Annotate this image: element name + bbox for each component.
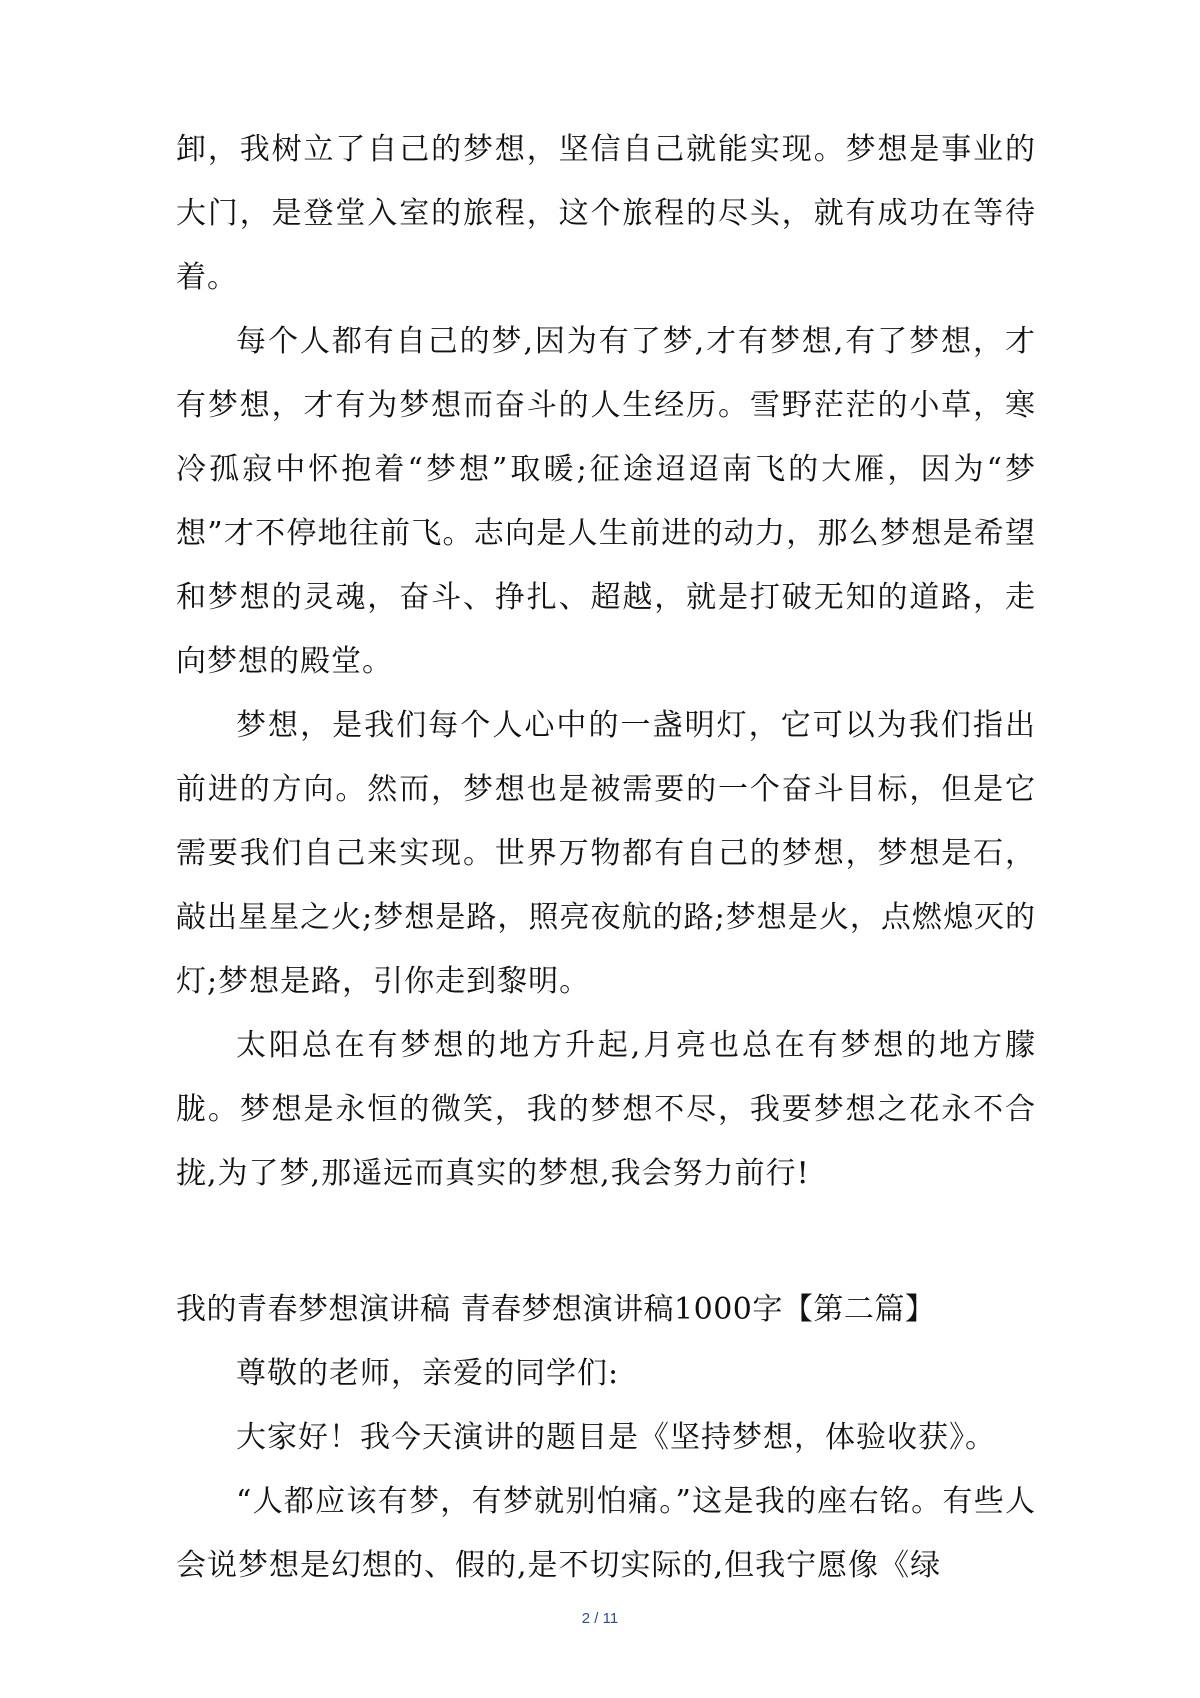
page-number: 2 / 11 <box>581 1610 619 1627</box>
document-body <box>176 118 1036 1598</box>
greeting: 大家好！我今天演讲的题目是《坚持梦想，体验收获》。 <box>236 1420 996 1455</box>
paragraph-2: 每个人都有自己的梦,因为有了梦,才有梦想,有了梦想，才有梦想，才有为梦想而奋斗的人生经历。雪野茫茫的小草，寒冷孤寂中怀抱着“梦想”取暖;征途迢迢南飞的大雁，因为“梦想”才不停地往前飞。志向是人生前进的动力，那么梦想是希望和梦想的灵魂，奋斗、挣扎、超越，就是打破无知的道路，走向梦想的殿堂。 <box>176 324 1036 679</box>
paragraph-3: 梦想，是我们每个人心中的一盏明灯，它可以为我们指出前进的方向。然而，梦想也是被需要的一个奋斗目标，但是它需要我们自己来实现。世界万物都有自己的梦想，梦想是石，敲出星星之火;梦想是路，照亮夜航的路;梦想是火，点燃熄灭的灯;梦想是路，引你走到黎明。 <box>176 708 1036 999</box>
paragraph-5: “人都应该有梦，有梦就别怕痛。”这是我的座右铭。有些人会说梦想是幻想的、假的,是不切实际的,但我宁愿像《绿 <box>176 1484 1036 1583</box>
section-heading: 我的青春梦想演讲稿 青春梦想演讲稿1000字【第二篇】 <box>176 1292 936 1327</box>
salutation: 尊敬的老师，亲爱的同学们: <box>236 1356 620 1391</box>
paragraph-4: 太阳总在有梦想的地方升起,月亮也总在有梦想的地方朦胧。梦想是永恒的微笑，我的梦想不尽，我要梦想之花永不合拢,为了梦,那遥远而真实的梦想,我会努力前行! <box>176 1028 1036 1191</box>
paragraph-1: 卸，我树立了自己的梦想，坚信自己就能实现。梦想是事业的大门，是登堂入室的旅程，这个旅程的尽头，就有成功在等待着。 <box>176 132 1036 295</box>
